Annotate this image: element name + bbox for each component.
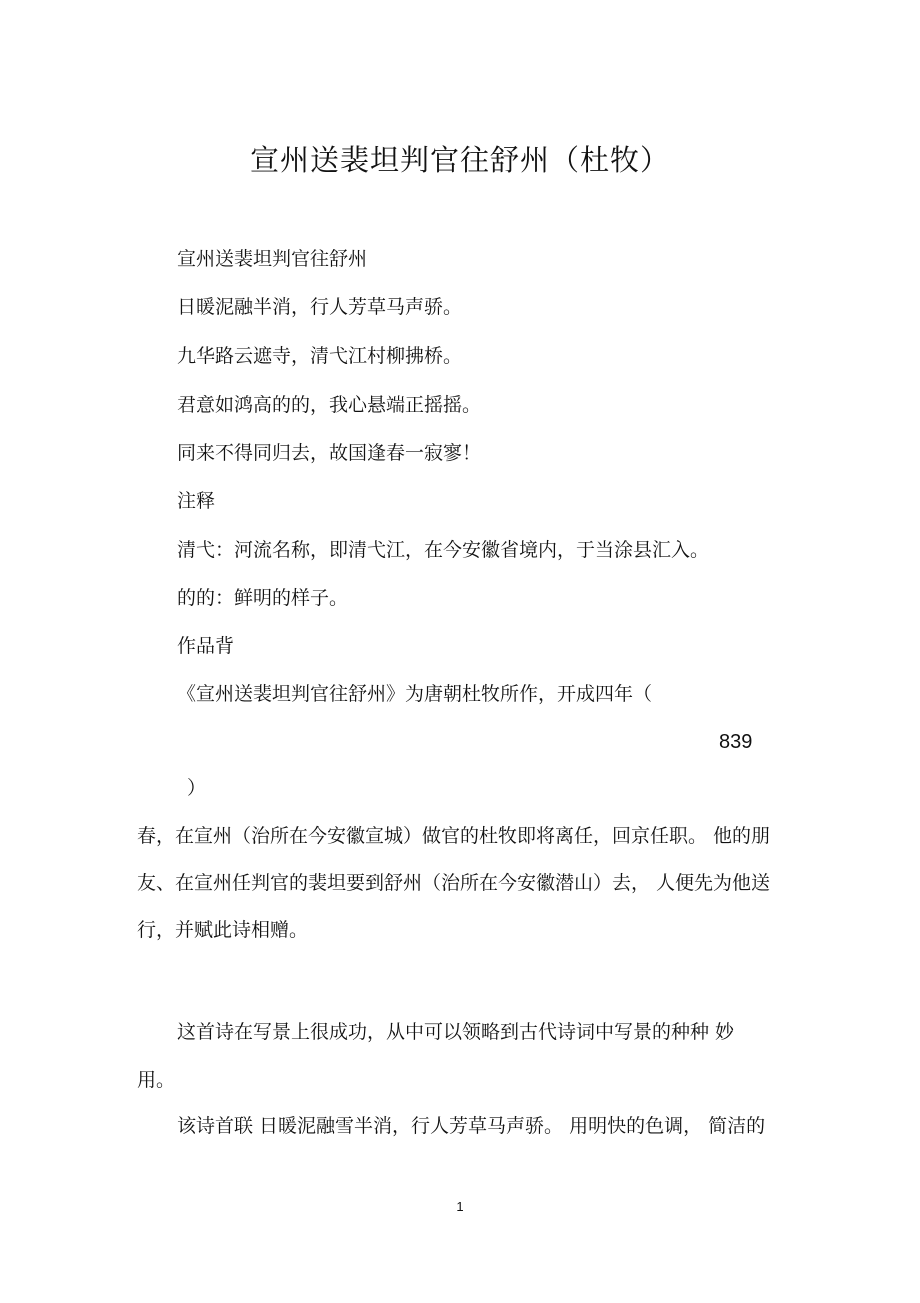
- close-paren: ）: [187, 777, 207, 799]
- poem-line: 九华路云遮寺，清弋江村柳拂桥。: [177, 345, 463, 367]
- analysis-line: 该诗首联 日暖泥融雪半消，行人芳草马声骄。 用明快的色调， 简洁的: [177, 1115, 766, 1137]
- poem-line: 同来不得同归去，故国逢春一寂寥！: [177, 442, 482, 464]
- analysis-line: 用。: [137, 1069, 176, 1091]
- note-item: 清弋：河流名称，即清弋江，在今安徽省境内，于当涂县汇入。: [177, 539, 710, 561]
- background-intro: 《宣州送裴坦判官往舒州》为唐朝杜牧所作，开成四年（: [177, 683, 653, 705]
- poem-line: 君意如鸿高的的，我心悬端正摇摇。: [177, 394, 482, 416]
- poem-title: 宣州送裴坦判官往舒州: [177, 248, 368, 270]
- notes-heading: 注释: [177, 490, 216, 512]
- page-title: 宣州送裴坦判官往舒州（杜牧）: [249, 143, 670, 177]
- background-body-line: 春，在宣州（治所在今安徽宣城）做官的杜牧即将离任，回京任职。 他的朋: [137, 825, 771, 847]
- note-item: 的的：鲜明的样子。: [177, 587, 349, 609]
- poem-line: 日暖泥融半消，行人芳草马声骄。: [177, 296, 463, 318]
- year-number: 839: [719, 731, 753, 753]
- analysis-line: 这首诗在写景上很成功，从中可以领略到古代诗词中写景的种种 妙: [177, 1021, 735, 1043]
- background-body-line: 友、在宣州任判官的裴坦要到舒州（治所在今安徽潜山）去， 人便先为他送: [137, 872, 771, 894]
- background-heading: 作品背: [177, 635, 235, 657]
- background-body-line: 行，并赋此诗相赠。: [137, 919, 309, 941]
- page-number: 1: [456, 1199, 464, 1214]
